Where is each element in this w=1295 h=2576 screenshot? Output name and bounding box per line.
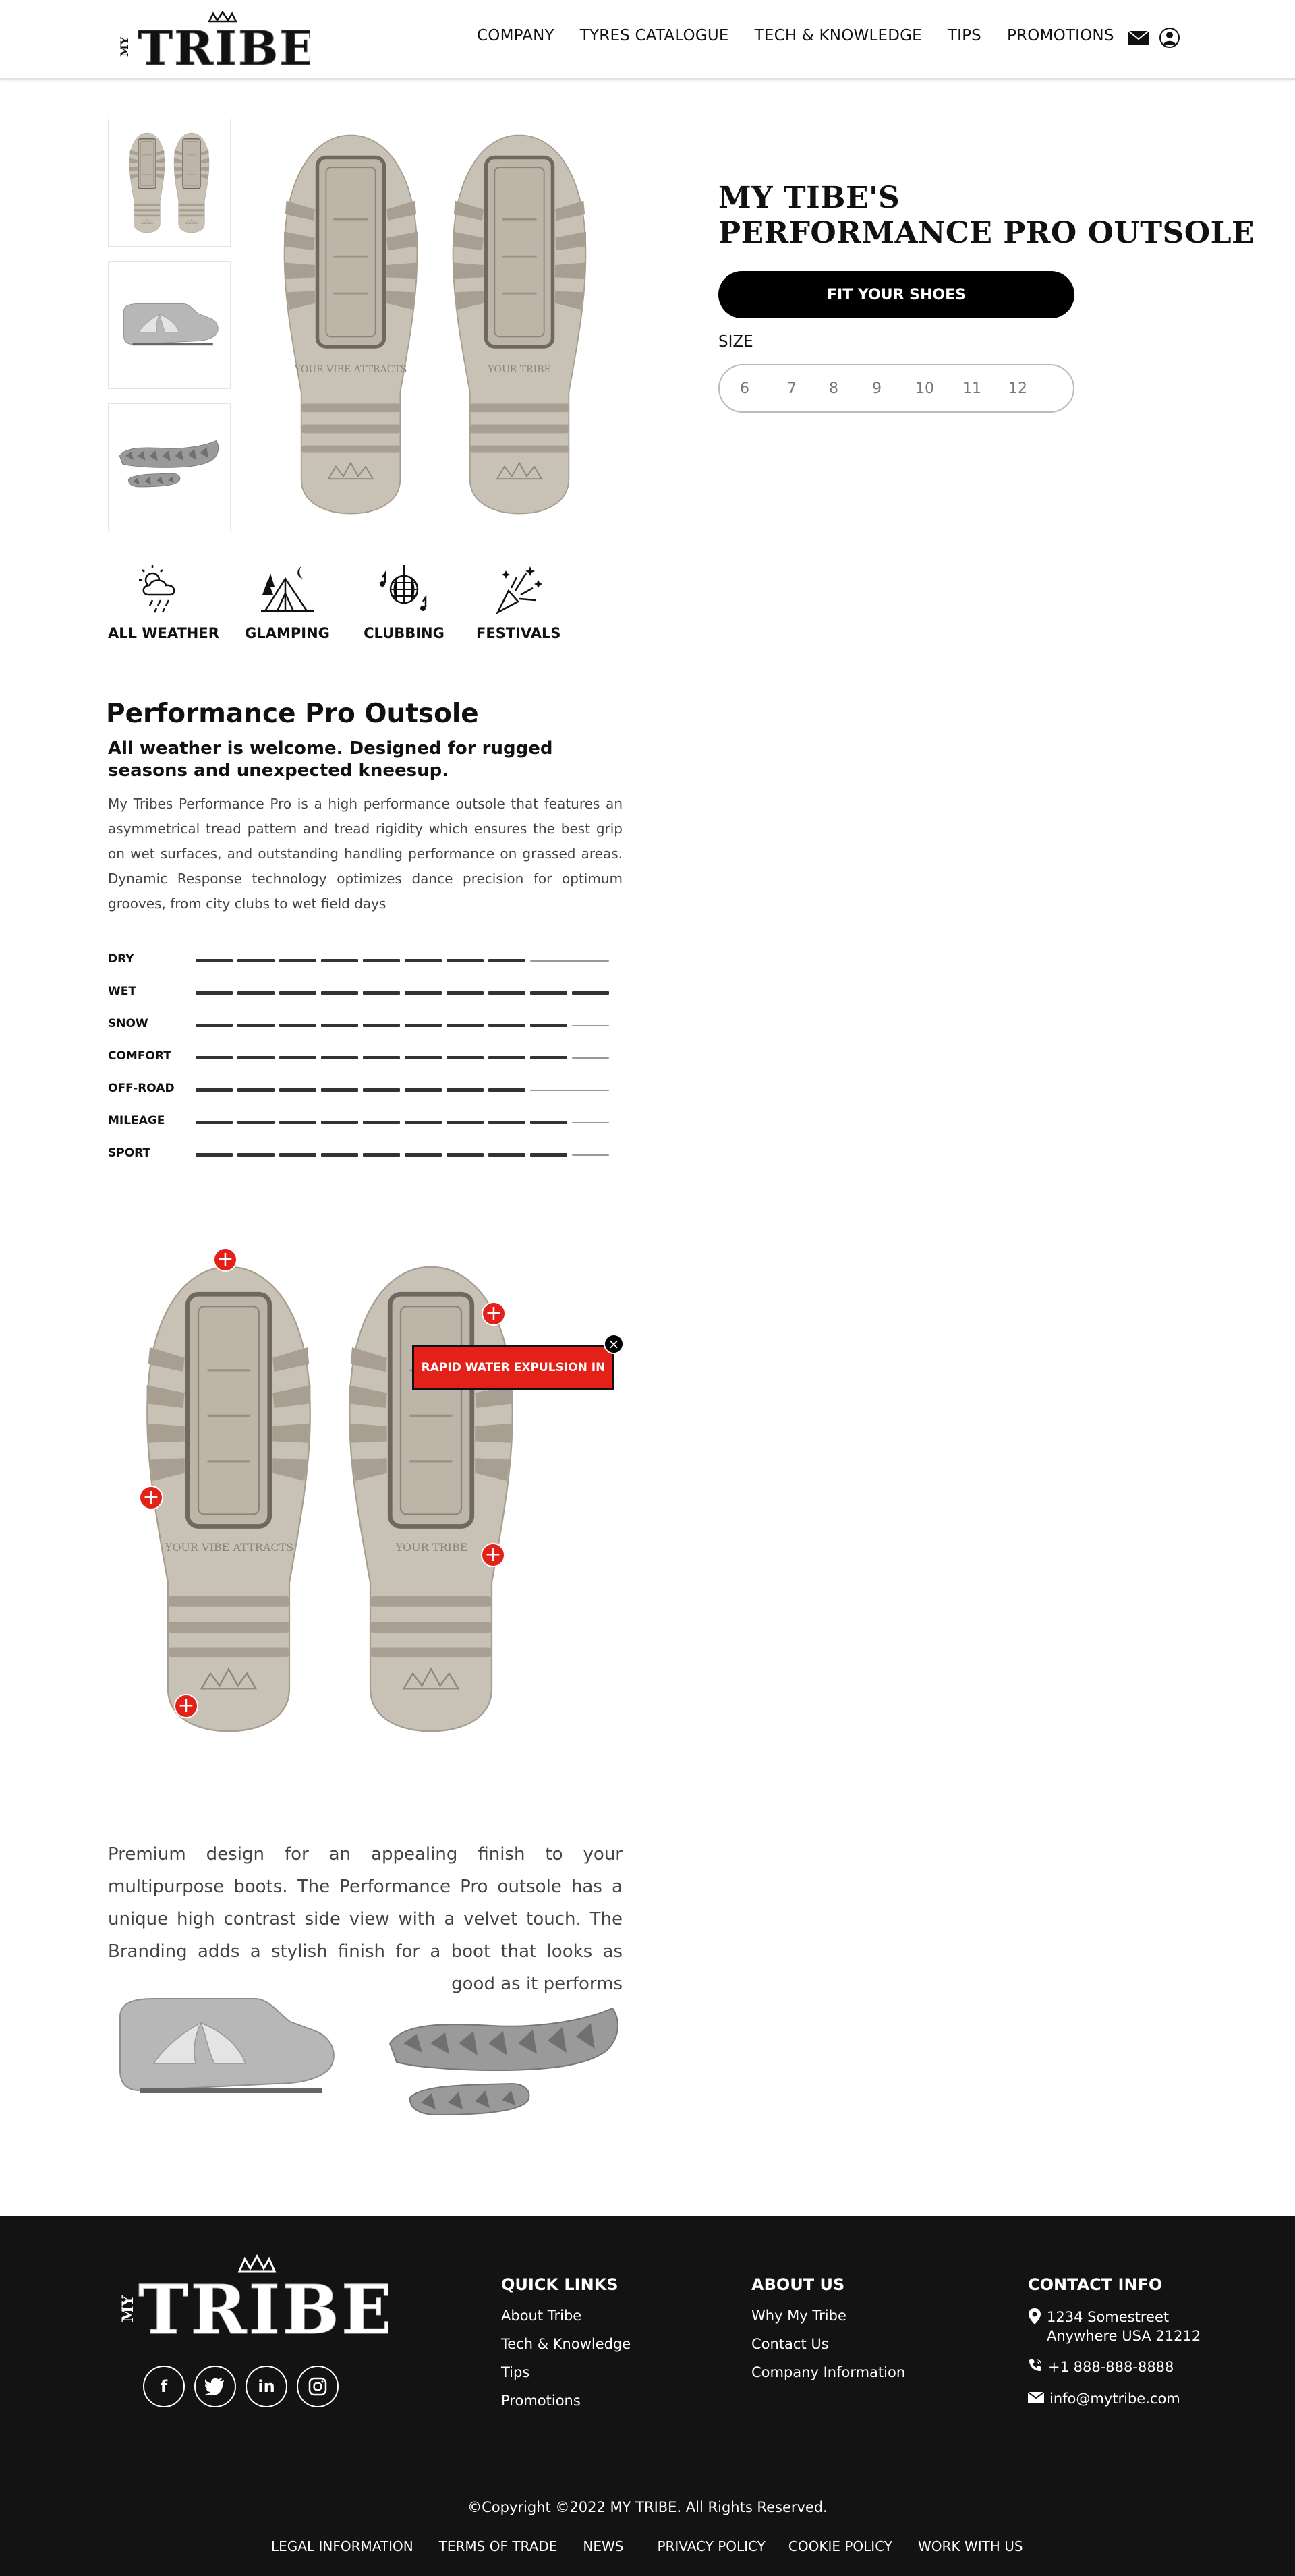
rating-segment-filled: [321, 1088, 358, 1092]
rating-segment-filled: [488, 1121, 525, 1124]
product-title-line2: PERFORMANCE PRO OUTSOLE: [718, 216, 1255, 250]
nav-company[interactable]: COMPANY: [477, 27, 554, 45]
twitter-icon[interactable]: [194, 2366, 236, 2407]
description-subheading: All weather is welcome. Designed for rugged seasons and unexpected kneesup.: [108, 738, 553, 781]
rating-segment-filled: [321, 991, 358, 995]
copyright-text: ©Copyright ©2022 MY TRIBE. All Rights Reserved.: [467, 2499, 828, 2515]
activity-clubbing: [362, 564, 446, 641]
rating-segment-filled: [405, 1024, 442, 1027]
rating-segment-empty: [530, 960, 609, 962]
rating-row: [108, 1016, 634, 1036]
close-icon[interactable]: ×: [604, 1334, 624, 1354]
rating-segment-filled: [405, 1121, 442, 1124]
rating-segment-filled: [447, 1056, 484, 1059]
rating-row: [108, 1145, 634, 1165]
rating-segment-filled: [321, 1024, 358, 1027]
hotspot-button[interactable]: +: [481, 1543, 505, 1567]
weather-icon: [132, 606, 186, 618]
rating-segment-filled: [279, 1024, 316, 1027]
rating-label: MILEAGE: [108, 1114, 165, 1128]
sole-text-tribe: YOUR TRIBE: [488, 364, 551, 375]
hotspot-product-image: [128, 1241, 533, 1753]
rating-segment-filled: [321, 1056, 358, 1059]
rating-segment-filled: [363, 1056, 400, 1059]
rating-segment-filled: [321, 959, 358, 962]
rating-segment-filled: [488, 1153, 525, 1157]
activity-all-weather: [108, 564, 219, 641]
rating-segment-filled: [279, 959, 316, 962]
contact-info-column: [1028, 2275, 1201, 2420]
rating-segment-filled: [237, 959, 275, 962]
rating-row: [108, 1080, 634, 1101]
rating-segment-filled: [279, 1056, 316, 1059]
rating-segment-filled: [530, 1056, 567, 1059]
rating-segment-filled: [488, 1088, 525, 1092]
rating-label: WET: [108, 985, 136, 998]
phone-number: +1 888-888-8888: [1048, 2359, 1174, 2375]
rating-segment-empty: [572, 1122, 609, 1123]
rating-segment-filled: [237, 1121, 275, 1124]
rating-segment-filled: [405, 1153, 442, 1157]
rating-segment-filled: [488, 1056, 525, 1059]
size-option[interactable]: 7: [787, 380, 797, 397]
hotspot-button[interactable]: +: [213, 1248, 237, 1272]
footer-link-contact-us[interactable]: Contact Us: [751, 2336, 829, 2352]
size-option[interactable]: 6: [740, 380, 749, 397]
rating-segment-filled: [447, 1153, 484, 1157]
svg-text:TRIBE: TRIBE: [138, 2270, 388, 2341]
rating-segment-filled: [321, 1121, 358, 1124]
quick-links-title: QUICK LINKS: [501, 2275, 618, 2294]
linkedin-icon[interactable]: in: [246, 2366, 287, 2407]
footer-link-tech-knowledge[interactable]: Tech & Knowledge: [501, 2336, 631, 2352]
contact-email[interactable]: [1028, 2389, 1201, 2408]
rating-segment-filled: [405, 991, 442, 995]
rating-segment-filled: [237, 991, 275, 995]
rating-segment-filled: [196, 991, 233, 995]
rating-segment-filled: [363, 959, 400, 962]
footer-bottom-links: [271, 2538, 1049, 2554]
rating-row: [108, 1113, 634, 1133]
rating-segment-filled: [488, 991, 525, 995]
rating-segment-filled: [530, 1153, 567, 1157]
size-label: SIZE: [718, 333, 753, 351]
rating-segment-filled: [530, 1024, 567, 1027]
rating-segment-filled: [405, 1056, 442, 1059]
rating-segment-filled: [572, 991, 609, 995]
rating-segment-filled: [196, 959, 233, 962]
size-selector: [718, 364, 1074, 413]
nav-promotions[interactable]: PROMOTIONS: [1006, 27, 1114, 45]
footer-link-cookie-policy[interactable]: COOKIE POLICY: [788, 2538, 893, 2554]
rating-segment-filled: [279, 1088, 316, 1092]
facebook-icon[interactable]: f: [143, 2366, 185, 2407]
hotspot-button[interactable]: +: [139, 1486, 163, 1510]
site-logo[interactable]: [108, 11, 310, 70]
rating-label: OFF-ROAD: [108, 1082, 175, 1095]
rating-segment-empty: [572, 1025, 609, 1026]
contact-address: [1028, 2308, 1201, 2345]
footer-link-company-information[interactable]: Company Information: [751, 2364, 906, 2380]
product-title-line1: MY TIBE'S: [718, 181, 900, 215]
rating-segment-filled: [279, 991, 316, 995]
rating-segment-filled: [447, 1024, 484, 1027]
description-heading: Performance Pro Outsole: [106, 699, 479, 729]
phone-icon: [1028, 2358, 1043, 2377]
sole-text-tribe: YOUR TRIBE: [395, 1541, 468, 1554]
activity-label: CLUBBING: [364, 625, 444, 641]
rating-label: SPORT: [108, 1146, 151, 1160]
rating-segment-filled: [363, 1121, 400, 1124]
rating-segment-filled: [196, 1088, 233, 1092]
main-nav: [477, 27, 1140, 45]
activity-festivals: [476, 564, 560, 641]
size-option[interactable]: 8: [829, 380, 838, 397]
rating-segment-filled: [196, 1024, 233, 1027]
size-option[interactable]: 10: [915, 380, 934, 397]
rating-segment-filled: [321, 1153, 358, 1157]
nav-tyres-catalogue[interactable]: TYRES CATALOGUE: [579, 27, 729, 45]
mail-icon[interactable]: [1128, 30, 1149, 49]
rating-segment-empty: [530, 1090, 609, 1091]
thumbnail-tread-view[interactable]: [108, 403, 231, 531]
footer-link-work-with-us[interactable]: WORK WITH US: [918, 2538, 1023, 2554]
rating-segment-filled: [447, 1088, 484, 1092]
activity-label: ALL WEATHER: [108, 625, 219, 641]
rating-segment-filled: [196, 1056, 233, 1059]
footer-link-tips[interactable]: Tips: [501, 2364, 530, 2380]
instagram-icon[interactable]: [297, 2366, 339, 2407]
rating-label: DRY: [108, 952, 134, 966]
rating-label: COMFORT: [108, 1049, 171, 1063]
quick-links-column: [501, 2275, 631, 2421]
footer-link-privacy-policy[interactable]: PRIVACY POLICY: [657, 2538, 766, 2554]
site-footer: [0, 2216, 1295, 2576]
site-header: [0, 0, 1295, 80]
fit-your-shoes-button[interactable]: FIT YOUR SHOES: [718, 271, 1074, 318]
size-option[interactable]: 9: [872, 380, 882, 397]
rating-segment-filled: [488, 959, 525, 962]
sole-text-vibe: YOUR VIBE ATTRACTS: [294, 364, 407, 375]
thumbnail-side-view[interactable]: [108, 261, 231, 389]
rating-segment-filled: [363, 1024, 400, 1027]
rating-segment-filled: [363, 1088, 400, 1092]
hotspot-tooltip: RAPID WATER EXPULSION IN: [412, 1345, 614, 1390]
rating-segment-empty: [572, 1057, 609, 1059]
footer-logo[interactable]: [105, 2254, 388, 2341]
about-us-title: ABOUT US: [751, 2275, 845, 2294]
rating-segment-filled: [237, 1153, 275, 1157]
social-links: [143, 2366, 339, 2407]
rating-segment-filled: [279, 1121, 316, 1124]
contact-info-title: CONTACT INFO: [1028, 2275, 1163, 2294]
nav-tech-knowledge[interactable]: TECH & KNOWLEDGE: [754, 27, 922, 45]
premium-design-text: Premium design for an appealing finish to your multipurpose boots. The Performance Pro outsole has a unique high contrast side view with a velvet touch. The Branding adds a stylish finish for a boot that looks as good as it performs: [108, 1844, 623, 1994]
nav-tips[interactable]: TIPS: [947, 27, 981, 45]
hotspot-button[interactable]: +: [174, 1694, 198, 1718]
rating-segment-filled: [488, 1024, 525, 1027]
size-option[interactable]: 12: [1008, 380, 1027, 397]
side-view-image: [113, 1989, 343, 2111]
rating-segment-filled: [405, 959, 442, 962]
rating-segment-filled: [363, 991, 400, 995]
rating-row: [108, 951, 634, 971]
address-line-1: 1234 Somestreet: [1047, 2309, 1170, 2325]
rating-row: [108, 983, 634, 1003]
rating-segment-filled: [530, 1121, 567, 1124]
rating-segment-filled: [196, 1121, 233, 1124]
tent-icon: [257, 606, 318, 618]
hotspot-button[interactable]: +: [482, 1301, 506, 1326]
size-option[interactable]: 11: [962, 380, 981, 397]
rating-label: SNOW: [108, 1017, 148, 1030]
rating-segment-filled: [237, 1024, 275, 1027]
sole-text-vibe: YOUR VIBE ATTRACTS: [165, 1541, 294, 1554]
activity-label: GLAMPING: [245, 625, 330, 641]
rating-segment-empty: [572, 1154, 609, 1156]
rating-segment-filled: [405, 1088, 442, 1092]
fireworks-icon: [491, 606, 545, 618]
svg-text:MY: MY: [119, 2295, 137, 2322]
user-icon[interactable]: [1159, 27, 1180, 52]
footer-link-about-tribe[interactable]: About Tribe: [501, 2308, 582, 2324]
product-title: [718, 181, 1255, 251]
rating-segment-filled: [530, 991, 567, 995]
rating-segment-filled: [447, 959, 484, 962]
rating-segment-filled: [447, 991, 484, 995]
svg-text:MY: MY: [118, 36, 131, 57]
location-pin-icon: [1028, 2308, 1041, 2345]
rating-segment-filled: [447, 1121, 484, 1124]
main-product-image: [263, 116, 614, 534]
rating-row: [108, 1048, 634, 1068]
contact-phone[interactable]: [1028, 2358, 1201, 2377]
activity-label: FESTIVALS: [476, 625, 561, 641]
footer-link-news[interactable]: NEWS: [583, 2538, 624, 2554]
footer-link-promotions[interactable]: Promotions: [501, 2393, 581, 2409]
mail-icon: [1028, 2389, 1044, 2408]
footer-link-terms-of-trade[interactable]: TERMS OF TRADE: [438, 2538, 558, 2554]
tread-view-image: [383, 1996, 626, 2131]
rating-segment-filled: [196, 1153, 233, 1157]
disco-ball-icon: [377, 606, 431, 618]
thumbnail-soles[interactable]: [108, 119, 231, 247]
footer-link-why-my-tribe[interactable]: Why My Tribe: [751, 2308, 846, 2324]
activity-glamping: [241, 564, 334, 641]
rating-segment-filled: [279, 1153, 316, 1157]
address-line-2: Anywhere USA 21212: [1047, 2328, 1201, 2344]
svg-text:TRIBE: TRIBE: [138, 20, 310, 70]
rating-segment-filled: [237, 1088, 275, 1092]
footer-link-legal-information[interactable]: LEGAL INFORMATION: [271, 2538, 413, 2554]
header-icons: [1128, 27, 1180, 52]
about-us-column: [751, 2275, 905, 2393]
rating-segment-filled: [237, 1056, 275, 1059]
email-address: info@mytribe.com: [1049, 2391, 1180, 2407]
description-body: My Tribes Performance Pro is a high performance outsole that features an asymmetrical tread pattern and tread rigidity which ensures the best grip on wet surfaces, and outstanding handling performance on grassed areas. Dynamic Response technology optimizes dance precision for optimum grooves, from city clubs to wet field days: [108, 796, 623, 912]
rating-segment-filled: [363, 1153, 400, 1157]
